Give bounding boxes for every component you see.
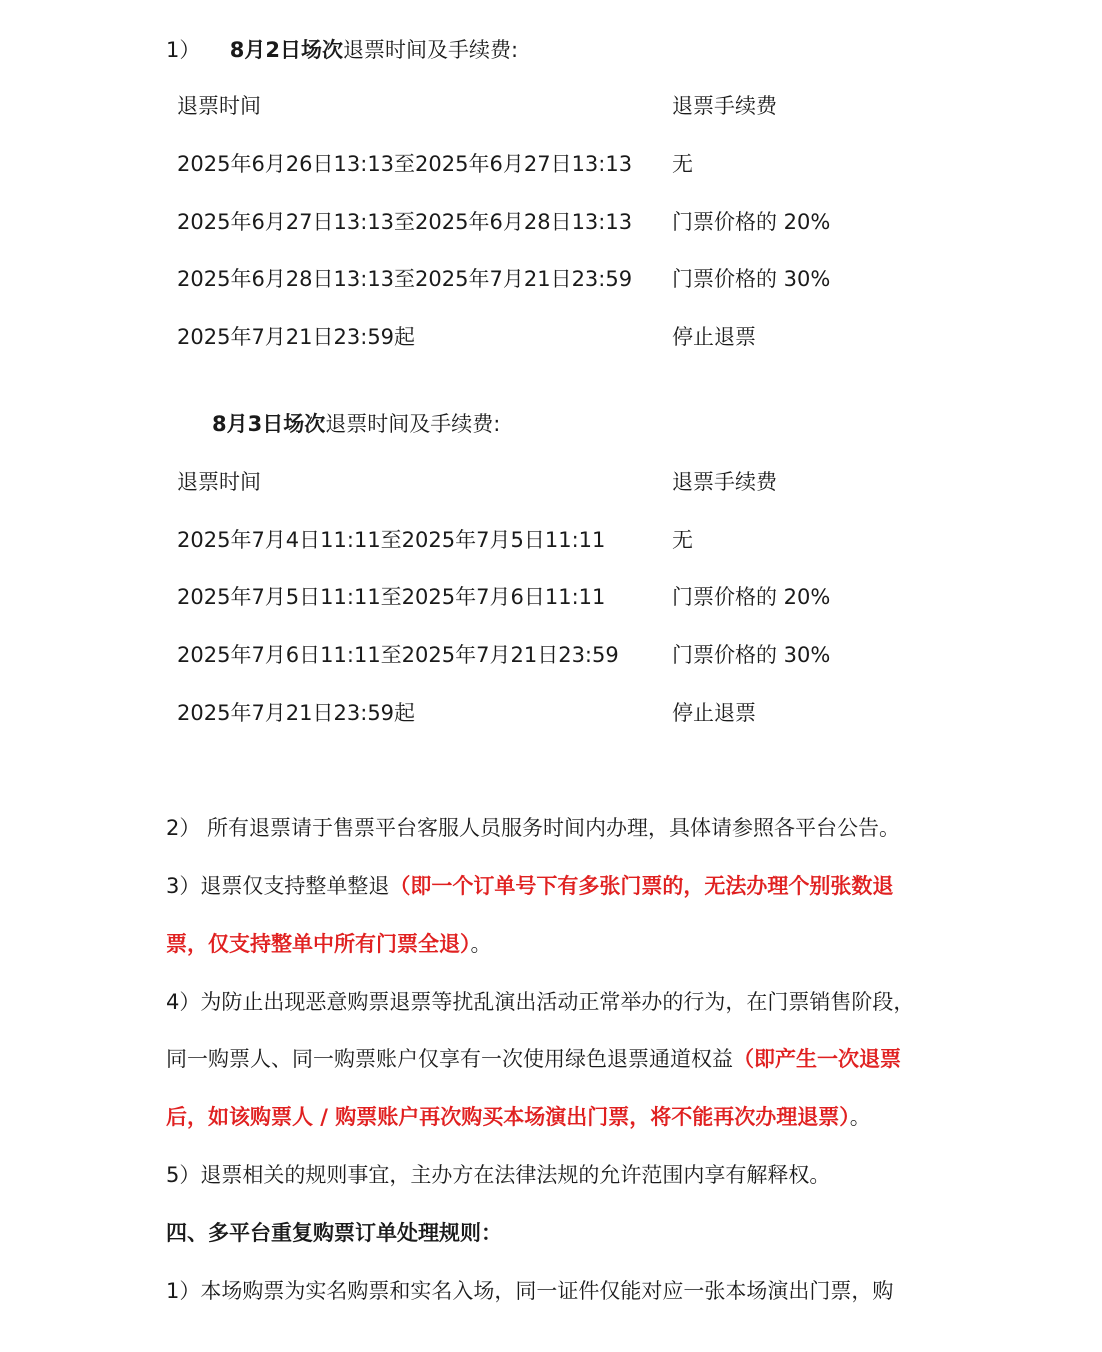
s1-row1-fee: 无: [672, 152, 693, 176]
section1-number: 1）: [166, 38, 201, 62]
paragraph-4-lead: 同一购票人、同一购票账户仅享有一次使用绿色退票通道权益: [166, 1047, 733, 1071]
section1-title: [166, 36, 518, 64]
paragraph-3-red-1: （即一个订单号下有多张门票的，无法办理个别张数退: [389, 874, 894, 898]
paragraph-3-end: 。: [470, 932, 492, 956]
s1-header-time: 退票时间: [177, 94, 261, 118]
s2-header-fee: 退票手续费: [672, 470, 777, 494]
section1-date: 8月2日场次: [229, 38, 343, 62]
s2-header-time: 退票时间: [177, 470, 261, 494]
paragraph-4-red-1: （即产生一次退票: [733, 1047, 901, 1071]
section1-title-text: 退票时间及手续费:: [342, 38, 519, 62]
s2-row3-fee: 门票价格的 30%: [672, 643, 831, 667]
section2-title: [212, 410, 500, 438]
paragraph-4-line1: 4）为防止出现恶意购票退票等扰乱演出活动正常举办的行为，在门票销售阶段，: [166, 990, 915, 1014]
s1-row1-time: 2025年6月26日13:13至2025年6月27日13:13: [177, 152, 633, 176]
s2-row1-time: 2025年7月4日11:11至2025年7月5日11:11: [177, 528, 606, 552]
paragraph-2: 2） 所有退票请于售票平台客服人员服务时间内办理，具体请参照各平台公告。: [166, 816, 901, 840]
paragraph-4-red-2: 后，如该购票人 / 购票账户再次购买本场演出门票，将不能再次办理退票）: [166, 1105, 850, 1129]
paragraph-5: 5）退票相关的规则事宜，主办方在法律法规的允许范围内享有解释权。: [166, 1163, 831, 1187]
paragraph-3-lead: 3）退票仅支持整单整退: [166, 874, 390, 898]
s1-row3-time: 2025年6月28日13:13至2025年7月21日23:59: [177, 267, 633, 291]
s1-row3-fee: 门票价格的 30%: [672, 267, 831, 291]
section2-date: 8月3日场次: [212, 412, 326, 436]
paragraph-4-line2: [166, 1045, 901, 1073]
paragraph-3-line1: [166, 872, 893, 900]
s1-row4-fee: 停止退票: [672, 325, 756, 349]
paragraph-4-end: 。: [849, 1105, 871, 1129]
s2-row4-time: 2025年7月21日23:59起: [177, 701, 416, 725]
section-4-heading: 四、多平台重复购票订单处理规则：: [166, 1221, 502, 1245]
paragraph-3-line2: [166, 930, 492, 958]
s1-row2-fee: 门票价格的 20%: [672, 210, 831, 234]
paragraph-4-line3: [166, 1103, 871, 1131]
s2-row4-fee: 停止退票: [672, 701, 756, 725]
s1-row2-time: 2025年6月27日13:13至2025年6月28日13:13: [177, 210, 633, 234]
s2-row2-fee: 门票价格的 20%: [672, 585, 831, 609]
s1-header-fee: 退票手续费: [672, 94, 777, 118]
section2-title-text: 退票时间及手续费:: [325, 412, 501, 436]
paragraph-3-red-2: 票，仅支持整单中所有门票全退）: [166, 932, 471, 956]
s2-row1-fee: 无: [672, 528, 693, 552]
s1-row4-time: 2025年7月21日23:59起: [177, 325, 416, 349]
paragraph-6: 1）本场购票为实名购票和实名入场，同一证件仅能对应一张本场演出门票，购: [166, 1279, 894, 1303]
s2-row2-time: 2025年7月5日11:11至2025年7月6日11:11: [177, 585, 606, 609]
s2-row3-time: 2025年7月6日11:11至2025年7月21日23:59: [177, 643, 619, 667]
